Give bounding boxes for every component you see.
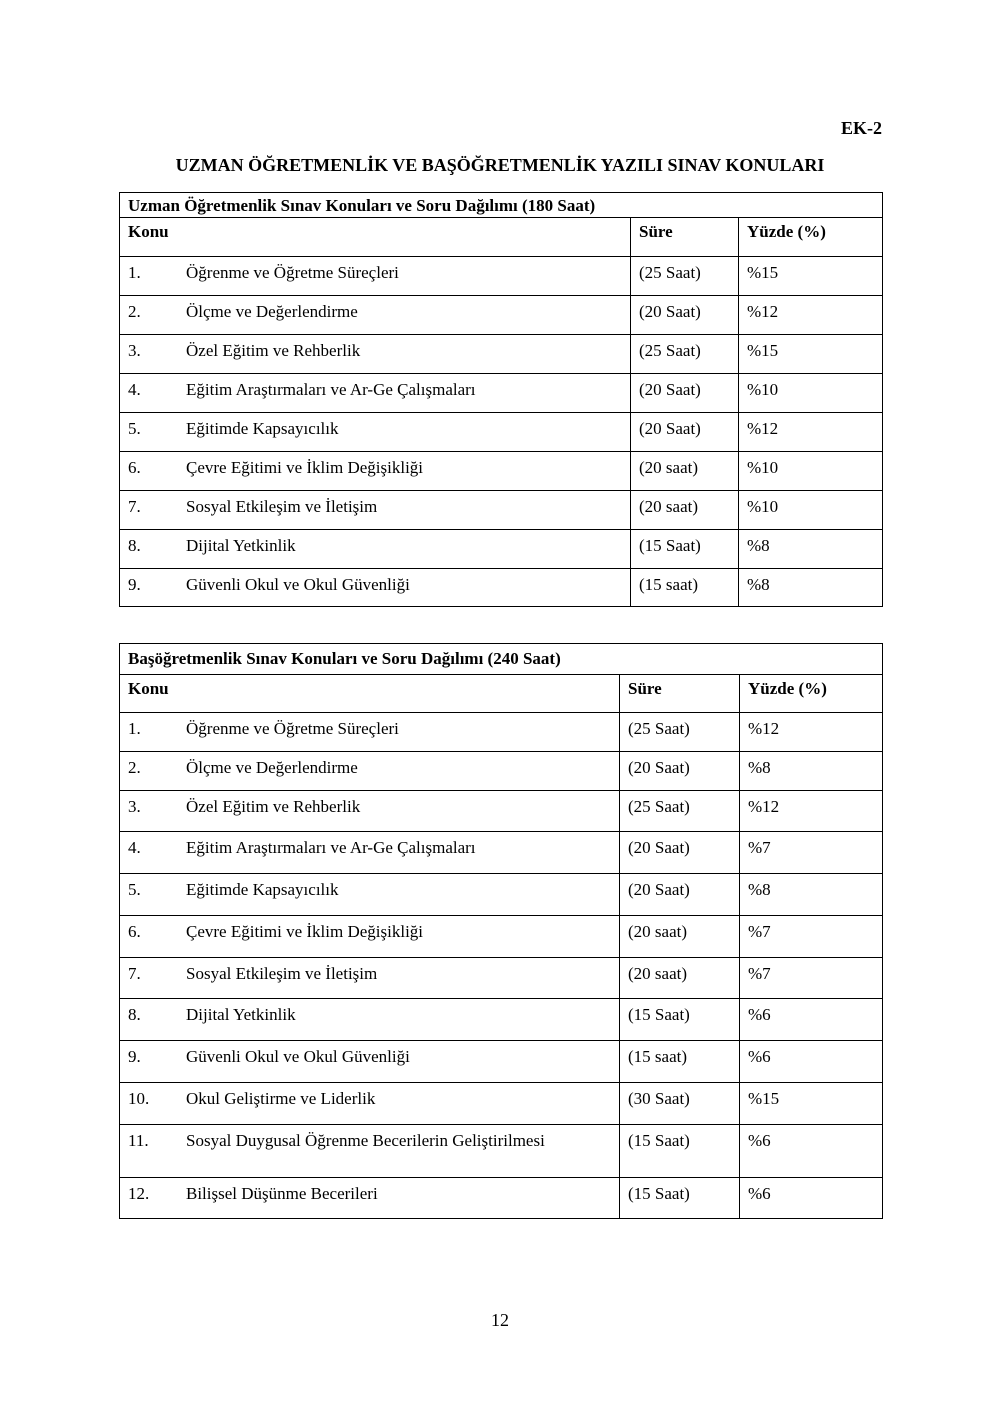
percent-cell: %7 xyxy=(740,958,883,999)
duration-cell: (20 saat) xyxy=(620,958,740,999)
topic-number: 7. xyxy=(128,964,141,983)
percent-cell: %8 xyxy=(739,530,883,569)
topic-number: 8. xyxy=(128,536,141,555)
topic-number: 10. xyxy=(128,1089,150,1108)
table-row xyxy=(120,413,883,452)
topic-number: 1. xyxy=(128,263,141,282)
topic-cell xyxy=(120,791,620,832)
topic-cell xyxy=(120,832,620,874)
header-duration: Süre xyxy=(620,675,740,713)
topic-cell xyxy=(120,713,620,752)
topic-name: Eğitim Araştırmaları ve Ar-Ge Çalışmaları xyxy=(186,838,476,857)
table-row xyxy=(120,958,883,999)
duration-cell: (25 Saat) xyxy=(620,713,740,752)
page-number: 12 xyxy=(491,1310,509,1330)
duration-cell: (20 Saat) xyxy=(620,832,740,874)
topic-cell xyxy=(120,1125,620,1178)
duration-cell: (20 Saat) xyxy=(631,374,739,413)
header-duration: Süre xyxy=(631,218,739,257)
table-row xyxy=(120,257,883,296)
table-row xyxy=(120,1178,883,1219)
table-row xyxy=(120,452,883,491)
duration-cell: (30 Saat) xyxy=(620,1083,740,1125)
topic-number: 7. xyxy=(128,497,141,516)
topic-name: Sosyal Duygusal Öğrenme Becerilerin Geliştirilmesi xyxy=(186,1131,545,1150)
topic-name: Eğitimde Kapsayıcılık xyxy=(186,880,339,899)
topic-number: 6. xyxy=(128,922,141,941)
topic-name: Özel Eğitim ve Rehberlik xyxy=(186,341,361,360)
topic-number: 3. xyxy=(128,797,141,816)
header-percent: Yüzde (%) xyxy=(740,675,883,713)
duration-cell: (15 Saat) xyxy=(620,1178,740,1219)
topic-cell xyxy=(120,530,631,569)
table-caption: Başöğretmenlik Sınav Konuları ve Soru Dağılımı (240 Saat) xyxy=(120,644,883,675)
topic-cell xyxy=(120,1083,620,1125)
table-row xyxy=(120,1083,883,1125)
percent-cell: %8 xyxy=(740,874,883,916)
topic-name: Ölçme ve Değerlendirme xyxy=(186,302,358,321)
topic-number: 3. xyxy=(128,341,141,360)
percent-cell: %10 xyxy=(739,374,883,413)
duration-cell: (20 saat) xyxy=(620,916,740,958)
topic-cell xyxy=(120,569,631,607)
percent-cell: %7 xyxy=(740,832,883,874)
table-row xyxy=(120,1041,883,1083)
topic-number: 8. xyxy=(128,1005,141,1024)
percent-cell: %8 xyxy=(740,752,883,791)
percent-cell: %12 xyxy=(739,413,883,452)
duration-cell: (15 saat) xyxy=(620,1041,740,1083)
duration-cell: (15 Saat) xyxy=(631,530,739,569)
topic-number: 11. xyxy=(128,1131,149,1150)
table-row xyxy=(120,335,883,374)
table-row xyxy=(120,874,883,916)
duration-cell: (15 saat) xyxy=(631,569,739,607)
topic-name: Bilişsel Düşünme Becerileri xyxy=(186,1184,378,1203)
percent-cell: %6 xyxy=(740,1125,883,1178)
percent-cell: %15 xyxy=(739,257,883,296)
topic-cell xyxy=(120,958,620,999)
topic-number: 12. xyxy=(128,1184,150,1203)
topic-name: Çevre Eğitimi ve İklim Değişikliği xyxy=(186,458,424,477)
topic-name: Çevre Eğitimi ve İklim Değişikliği xyxy=(186,922,424,941)
topic-name: Sosyal Etkileşim ve İletişim xyxy=(186,497,378,516)
topic-number: 5. xyxy=(128,880,141,899)
percent-cell: %15 xyxy=(739,335,883,374)
topic-name: Güvenli Okul ve Okul Güvenliği xyxy=(186,1047,410,1066)
topic-cell xyxy=(120,752,620,791)
topic-cell xyxy=(120,257,631,296)
basogretmenlik-table xyxy=(119,643,883,1219)
table-row xyxy=(120,296,883,335)
topic-number: 4. xyxy=(128,838,141,857)
topic-name: Ölçme ve Değerlendirme xyxy=(186,758,358,777)
table-row xyxy=(120,569,883,607)
table-row xyxy=(120,713,883,752)
percent-cell: %6 xyxy=(740,999,883,1041)
table-row xyxy=(120,916,883,958)
topic-cell xyxy=(120,1041,620,1083)
percent-cell: %7 xyxy=(740,916,883,958)
duration-cell: (20 Saat) xyxy=(631,413,739,452)
percent-cell: %12 xyxy=(739,296,883,335)
topic-name: Sosyal Etkileşim ve İletişim xyxy=(186,964,378,983)
duration-cell: (20 saat) xyxy=(631,491,739,530)
percent-cell: %6 xyxy=(740,1178,883,1219)
topic-name: Dijital Yetkinlik xyxy=(186,536,296,555)
topic-name: Öğrenme ve Öğretme Süreçleri xyxy=(186,719,399,738)
topic-cell xyxy=(120,999,620,1041)
table-row xyxy=(120,1125,883,1178)
topic-cell xyxy=(120,413,631,452)
table-row xyxy=(120,752,883,791)
table-row xyxy=(120,832,883,874)
percent-cell: %6 xyxy=(740,1041,883,1083)
topic-cell xyxy=(120,452,631,491)
duration-cell: (20 Saat) xyxy=(620,874,740,916)
duration-cell: (25 Saat) xyxy=(620,791,740,832)
topic-name: Okul Geliştirme ve Liderlik xyxy=(186,1089,376,1108)
topic-number: 4. xyxy=(128,380,141,399)
topic-number: 9. xyxy=(128,1047,141,1066)
percent-cell: %12 xyxy=(740,713,883,752)
topic-cell xyxy=(120,374,631,413)
topic-cell xyxy=(120,916,620,958)
duration-cell: (20 Saat) xyxy=(631,296,739,335)
header-percent: Yüzde (%) xyxy=(739,218,883,257)
topic-number: 1. xyxy=(128,719,141,738)
duration-cell: (15 Saat) xyxy=(620,1125,740,1178)
table-row xyxy=(120,491,883,530)
table-row xyxy=(120,530,883,569)
percent-cell: %15 xyxy=(740,1083,883,1125)
table-body xyxy=(120,713,883,1219)
duration-cell: (20 Saat) xyxy=(620,752,740,791)
table-row xyxy=(120,374,883,413)
topic-number: 2. xyxy=(128,758,141,777)
topic-cell xyxy=(120,491,631,530)
topic-number: 6. xyxy=(128,458,141,477)
table-body xyxy=(120,257,883,607)
uzman-ogretmenlik-table xyxy=(119,192,883,607)
topic-cell xyxy=(120,296,631,335)
topic-number: 5. xyxy=(128,419,141,438)
topic-number: 2. xyxy=(128,302,141,321)
header-topic: Konu xyxy=(120,675,620,713)
topic-cell xyxy=(120,1178,620,1219)
header-topic: Konu xyxy=(120,218,631,257)
topic-cell xyxy=(120,335,631,374)
topic-name: Öğrenme ve Öğretme Süreçleri xyxy=(186,263,399,282)
table-row xyxy=(120,791,883,832)
duration-cell: (20 saat) xyxy=(631,452,739,491)
document-title: UZMAN ÖĞRETMENLİK VE BAŞÖĞRETMENLİK YAZILI SINAV KONULARI xyxy=(175,155,825,175)
table-caption: Uzman Öğretmenlik Sınav Konuları ve Soru Dağılımı (180 Saat) xyxy=(120,193,883,218)
annex-label: EK-2 xyxy=(840,118,882,138)
duration-cell: (25 Saat) xyxy=(631,257,739,296)
duration-cell: (25 Saat) xyxy=(631,335,739,374)
percent-cell: %10 xyxy=(739,452,883,491)
table-row xyxy=(120,999,883,1041)
topic-name: Güvenli Okul ve Okul Güvenliği xyxy=(186,575,410,594)
topic-name: Özel Eğitim ve Rehberlik xyxy=(186,797,361,816)
topic-name: Eğitim Araştırmaları ve Ar-Ge Çalışmaları xyxy=(186,380,476,399)
percent-cell: %10 xyxy=(739,491,883,530)
topic-number: 9. xyxy=(128,575,141,594)
topic-name: Eğitimde Kapsayıcılık xyxy=(186,419,339,438)
topic-cell xyxy=(120,874,620,916)
duration-cell: (15 Saat) xyxy=(620,999,740,1041)
percent-cell: %8 xyxy=(739,569,883,607)
percent-cell: %12 xyxy=(740,791,883,832)
topic-name: Dijital Yetkinlik xyxy=(186,1005,296,1024)
